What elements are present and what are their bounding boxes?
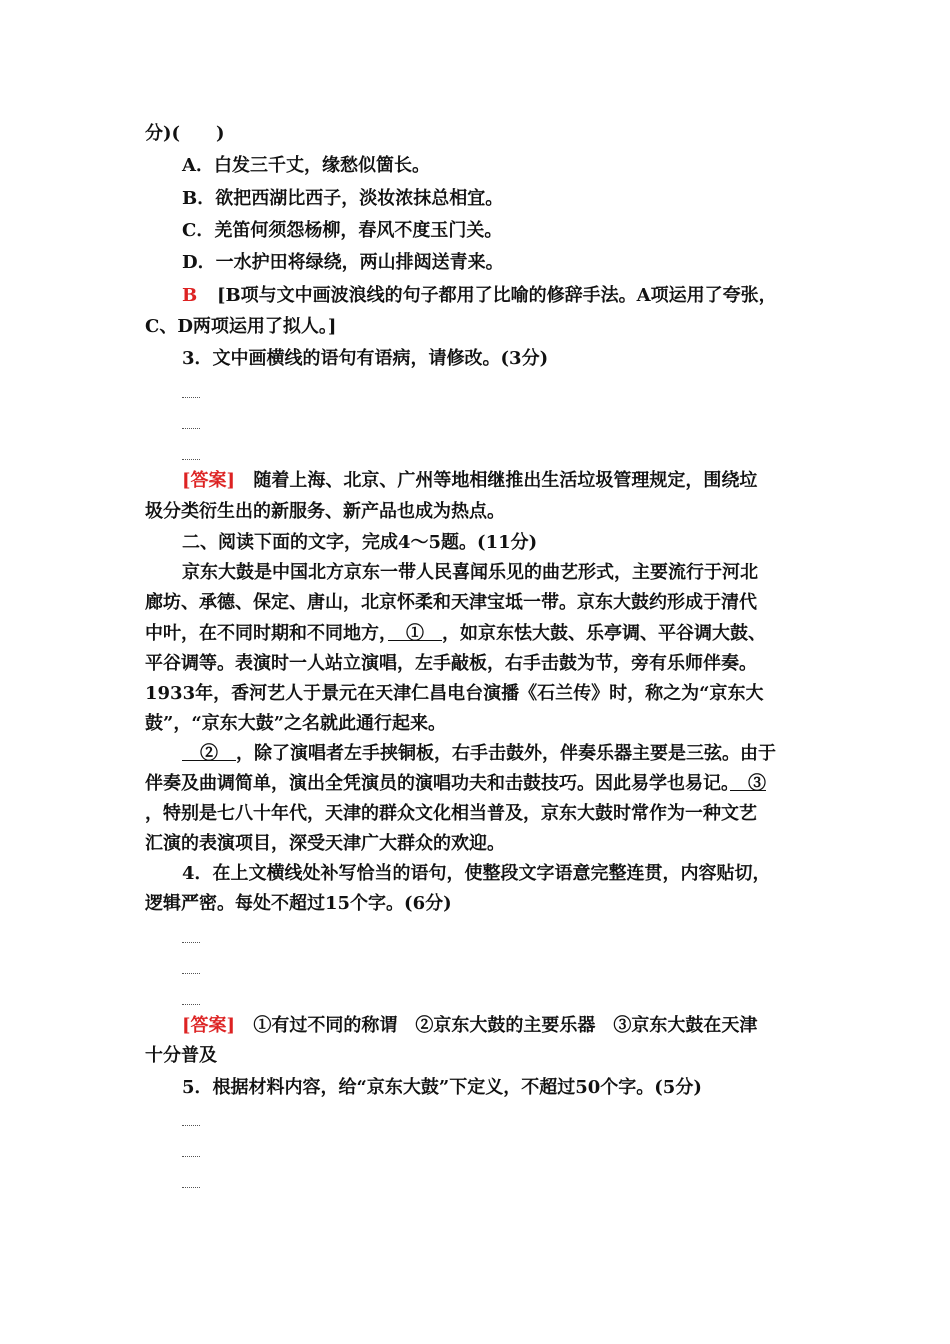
passage-p1-line3 <box>145 621 766 647</box>
answer-tag: [答案] <box>182 470 236 491</box>
answer-tag: [答案] <box>182 1015 236 1036</box>
passage-p1-line4: 平谷调等。表演时一人站立演唱，左手敲板，右手击鼓为节，旁有乐师伴奏。 <box>145 653 757 674</box>
passage-p2-line2-text: 伴奏及曲调简单，演出全凭演员的演唱功夫和击鼓技巧。因此易学也易记。 <box>145 773 730 794</box>
passage-p2-line1-text: ，除了演唱者左手挟铜板，右手击鼓外，伴奏乐器主要是三弦。由于 <box>236 743 776 764</box>
q2-option-d: D．一水护田将绿绕，两山排闼送青来。 <box>182 252 504 273</box>
passage-p2-line1 <box>182 741 776 767</box>
passage-p2-line3: ，特别是七八十年代，天津的群众文化相当普及，京东大鼓时常作为一种文艺 <box>145 803 757 824</box>
answer-line <box>182 1187 200 1188</box>
answer-line <box>182 459 200 460</box>
q2-explanation-2: C、D两项运用了拟人。] <box>145 316 337 337</box>
q2-answer-letter: B <box>182 285 198 306</box>
q2-option-a: A．白发三千丈，缘愁似箇长。 <box>182 155 430 176</box>
passage-p2-line2 <box>145 771 766 797</box>
blank-3: ③ <box>730 773 766 794</box>
q4-stem-line1: 4．在上文横线处补写恰当的语句，使整段文字语意完整连贯，内容贴切， <box>182 863 771 884</box>
q4-answer <box>182 1013 757 1039</box>
q2-stem-tail: 分)( ) <box>145 123 225 144</box>
q3-stem: 3．文中画横线的语句有语病，请修改。(3分) <box>182 348 549 369</box>
answer-line <box>182 942 200 943</box>
blank-1: ① <box>388 623 442 644</box>
answer-line <box>182 973 200 974</box>
blank-2: ② <box>182 743 236 764</box>
answer-line <box>182 397 200 398</box>
q3-answer-line1: 随着上海、北京、广州等地相继推出生活垃圾管理规定，围绕垃 <box>253 470 758 491</box>
q4-stem-line2: 逻辑严密。每处不超过15个字。(6分) <box>145 893 452 914</box>
q4-answer-line2: 十分普及 <box>145 1045 217 1066</box>
answer-line <box>182 1156 200 1157</box>
passage-p1-line5: 1933年，香河艺人于景元在天津仁昌电台演播《石兰传》时，称之为“京东大 <box>145 683 764 704</box>
answer-line <box>182 1125 200 1126</box>
q3-answer <box>182 468 757 494</box>
q2-option-c: C．羌笛何须怨杨柳，春风不度玉门关。 <box>182 220 503 241</box>
q3-answer-line2: 圾分类衍生出的新服务、新产品也成为热点。 <box>145 501 505 522</box>
passage-p1-line2: 廊坊、承德、保定、唐山，北京怀柔和天津宝坻一带。京东大鼓约形成于清代 <box>145 592 757 613</box>
passage-p1-line3b: ，如京东怯大鼓、乐亭调、平谷调大鼓、 <box>442 623 766 644</box>
section2-heading: 二、阅读下面的文字，完成4～5题。(11分) <box>182 532 538 553</box>
passage-p1-line3a: 中叶，在不同时期和不同地方， <box>145 623 388 644</box>
passage-p2-line4: 汇演的表演项目，深受天津广大群众的欢迎。 <box>145 833 505 854</box>
q2-explanation-1: [B项与文中画波浪线的句子都用了比喻的修辞手法。A项运用了夸张， <box>216 285 777 306</box>
passage-p1-line1: 京东大鼓是中国北方京东一带人民喜闻乐见的曲艺形式，主要流行于河北 <box>182 562 758 583</box>
answer-line <box>182 428 200 429</box>
answer-line <box>182 1004 200 1005</box>
passage-p1-line6: 鼓”，“京东大鼓”之名就此通行起来。 <box>145 713 447 734</box>
q5-stem: 5．根据材料内容，给“京东大鼓”下定义，不超过50个字。(5分) <box>182 1077 702 1098</box>
q4-answer-line1: ①有过不同的称谓 ②京东大鼓的主要乐器 ③京东大鼓在天津 <box>253 1015 758 1036</box>
q2-answer <box>182 283 777 309</box>
q2-option-b: B．欲把西湖比西子，淡妆浓抹总相宜。 <box>182 188 504 209</box>
